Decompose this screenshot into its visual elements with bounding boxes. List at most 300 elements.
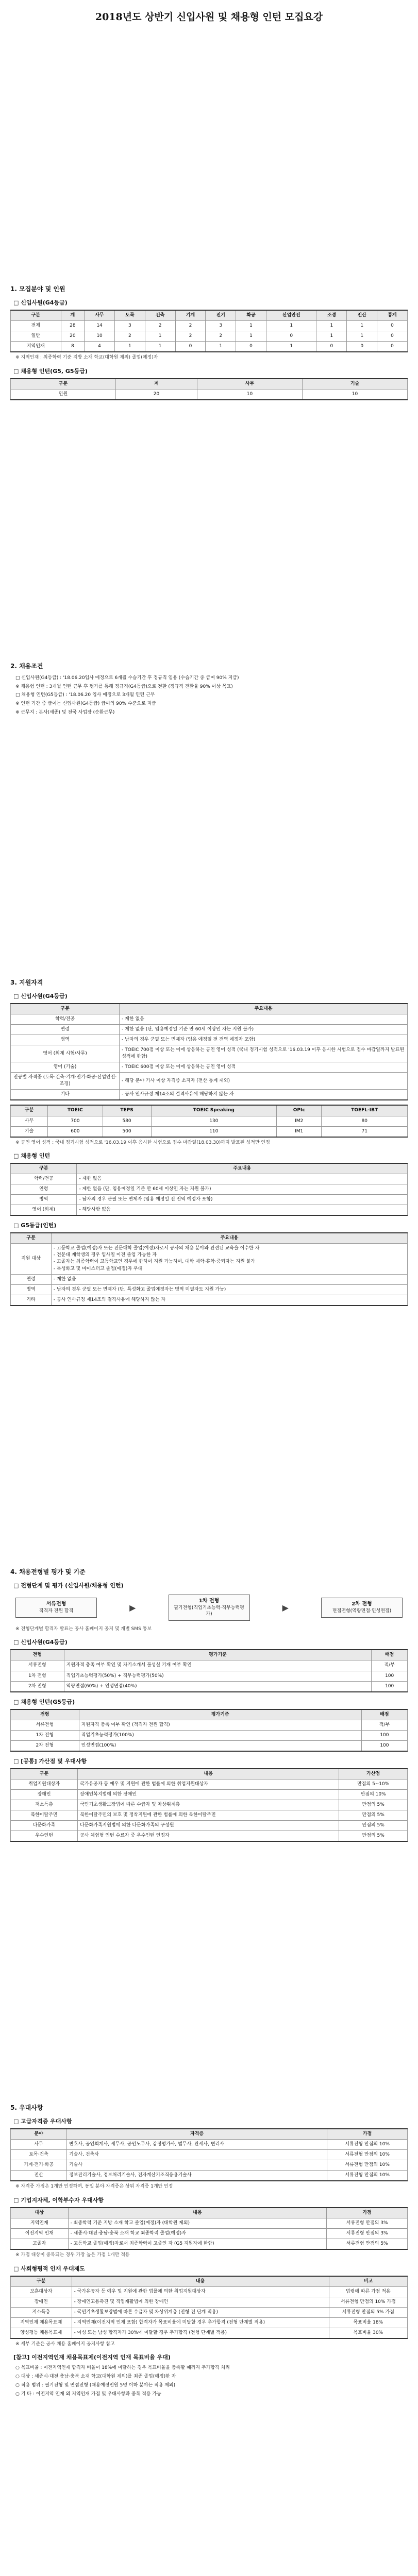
- column-header: 기계: [175, 310, 206, 321]
- table-cell: 1: [316, 331, 347, 342]
- note: ※ 전형단계별 합격자 발표는 공사 홈페이지 공지 및 개별 SMS 통보: [15, 1626, 152, 1632]
- table-cell: 영어 (회계 시험/사무): [11, 1045, 120, 1062]
- table-cell: 연령: [11, 1274, 52, 1284]
- list-item: □ 채용형 인턴(G5등급) : '18.06.20 입사 예정으로 3개월 인턴 근무: [15, 692, 155, 698]
- section-title: 4. 채용전형별 평가 및 기준: [10, 1568, 86, 1575]
- table-cell: 서류전형: [11, 1660, 64, 1671]
- table-cell: - 공사 인사규정 제14조의 결격사유에 해당하지 않는 자: [51, 1295, 407, 1306]
- table-cell: 만점의 5%: [339, 1800, 408, 1810]
- table-cell: 병역: [11, 1035, 120, 1045]
- table-row: [11, 1284, 408, 1295]
- bonus-table: [10, 1768, 408, 1842]
- table-cell: 1: [206, 342, 236, 352]
- table-cell: 8: [61, 342, 85, 352]
- table-row: [11, 2239, 408, 2249]
- relocation-talent-list: [15, 2364, 408, 2398]
- table-header-row: [11, 1233, 408, 1244]
- table-cell: 영어 (기술): [11, 1062, 120, 1073]
- table-header-row: [11, 1769, 408, 1780]
- table-row: [11, 1730, 408, 1740]
- table-cell: 110: [151, 1126, 277, 1137]
- qualification-table: [10, 1003, 408, 1100]
- note: ※ 세부 기준은 공사 채용 홈페이지 공지사항 참고: [15, 2341, 115, 2347]
- table-cell: - 남자의 경우 군필 또는 면제자 (임용 예정일 전 전역 예정자 포함): [77, 1195, 408, 1205]
- table-cell: 법령에 따른 가점 적용: [329, 2286, 407, 2297]
- table-cell: - 공사 인사규정 제14조의 결격사유에 해당하지 않는 자: [120, 1090, 408, 1100]
- column-header: TOEIC Speaking: [151, 1105, 277, 1116]
- table-header-row: [11, 1650, 408, 1660]
- table-cell: 전공별 자격증 (토목·건축·기계·전기·화공·산업안전·조경): [11, 1073, 120, 1090]
- table-cell: - 해당사항 없음: [77, 1205, 408, 1216]
- sub-title: □ G5등급(인턴): [13, 1222, 57, 1229]
- table-row: [11, 1126, 408, 1137]
- table-cell: 0: [377, 342, 408, 352]
- sub-title: □ 사회형평적 인재 우대제도: [13, 2265, 85, 2272]
- column-header: 통계: [377, 310, 408, 321]
- table-row: [11, 1274, 408, 1284]
- table-row: [11, 1073, 408, 1090]
- column-header: 가점: [327, 2129, 408, 2140]
- table-cell: 적/부: [361, 1720, 407, 1730]
- intern-qualification-table: [10, 1163, 408, 1216]
- table-cell: 만점의 5%: [339, 1831, 408, 1842]
- column-header: TOEIC: [48, 1105, 103, 1116]
- column-header: 가산점: [339, 1769, 408, 1780]
- table-header-row: [11, 1709, 408, 1720]
- column-header: 주요내용: [51, 1233, 407, 1244]
- table-row: [11, 2218, 408, 2228]
- note: ※ 지역인재 : 최종학력 기준 지방 소재 학교(대학원 제외) 졸업(예정)자: [15, 355, 158, 361]
- table-cell: 100: [372, 1681, 408, 1692]
- section-conditions: [10, 662, 408, 717]
- table-row: [11, 1184, 408, 1195]
- table-cell: 80: [322, 1116, 408, 1126]
- table-cell: IM1: [277, 1126, 322, 1137]
- table-cell: 지원 대상: [11, 1244, 52, 1274]
- table-cell: 서류전형 만점의 3%: [327, 2218, 408, 2228]
- column-header: 자격증: [67, 2129, 327, 2140]
- note: ※ 자격증 가점은 1개만 인정하며, 동일 분야 자격증은 상위 자격증 1개만 인정: [15, 2184, 173, 2190]
- table-cell: 정보관리기술사, 정보처리기술사, 전자계산기조직응용기술사: [67, 2171, 327, 2181]
- table-row: [11, 1062, 408, 1073]
- arrow-right-icon: ▶: [282, 1602, 289, 1613]
- column-header: 구분: [11, 1004, 120, 1014]
- table-cell: 병역: [11, 1284, 52, 1295]
- table-row: [11, 1090, 408, 1100]
- table-row: [11, 1116, 408, 1126]
- table-cell: 토목·건축: [11, 2150, 67, 2160]
- flow-step-interview: [321, 1598, 403, 1618]
- table-cell: - 제한 없음 (단, 임용예정일 기준 만 60세 이상인 자는 지원 불가): [120, 1025, 408, 1035]
- column-header: 구분: [11, 1163, 77, 1174]
- table-cell: - 고등학교 졸업(예정)자 또는 전문대학 졸업(예정)자로서 공사의 채용 분야와 관련된 교육을 이수한 자 - 전문대 재학생의 경우 입사일 이전 졸업 가능한 자 - 고졸자는 최종학력이 고등학교인 경우에 한하여 지원 가능하며, 대학 재학·휴학·중퇴자는 지원 불가 - 특성화고 및 마이스터고 졸업(예정)자 우대: [51, 1244, 407, 1274]
- table-cell: 장애인복지법에 의한 장애인: [78, 1789, 339, 1800]
- table-row: [11, 1789, 408, 1800]
- table-cell: 공사 체험형 인턴 수료자 중 우수인턴 인정자: [78, 1831, 339, 1842]
- list-item: ※ 근무지 : 본사(세종) 및 전국 사업장 (순환근무): [15, 710, 115, 716]
- column-header: 구분: [11, 2276, 72, 2287]
- table-cell: 2: [175, 321, 206, 331]
- sub-title: □ 고급자격증 우대사항: [13, 2118, 72, 2125]
- table-cell: - 남자의 경우 군필 또는 면제자 (단, 특성화고 졸업예정자는 병역 미필자도 지원 가능): [51, 1284, 407, 1295]
- table-cell: 저소득층: [11, 2307, 72, 2317]
- sub-title: □ 전형단계 및 평가 (신입사원/채용형 인턴): [13, 1582, 124, 1589]
- table-cell: - 여성 또는 남성 합격자가 30%에 미달할 경우 추가합격 (전형 단계별 적용): [72, 2328, 329, 2338]
- column-header: 토목: [114, 310, 145, 321]
- table-cell: 다문화가족지원법에 의한 다문화가족의 구성원: [78, 1821, 339, 1831]
- table-row: [11, 2307, 408, 2317]
- column-header: 사무: [85, 310, 115, 321]
- table-cell: 14: [85, 321, 115, 331]
- table-row: [11, 1174, 408, 1184]
- table-row: [11, 1681, 408, 1692]
- table-row: [11, 321, 408, 331]
- table-row: [11, 1779, 408, 1789]
- table-cell: 28: [61, 321, 85, 331]
- column-header: TEPS: [103, 1105, 151, 1116]
- column-header: 화공: [236, 310, 266, 321]
- table-cell: 2: [145, 321, 175, 331]
- section-evaluation: [10, 1567, 408, 1842]
- table-row: [11, 1035, 408, 1045]
- table-row: [11, 1244, 408, 1274]
- flow-step-written: [169, 1595, 250, 1621]
- table-cell: 우수인턴: [11, 1831, 78, 1842]
- table-header-row: [11, 2208, 408, 2218]
- column-header: 구분: [11, 1769, 78, 1780]
- table-cell: 0: [175, 342, 206, 352]
- table-row: [11, 1045, 408, 1062]
- table-cell: 보훈대상자: [11, 2286, 72, 2297]
- table-header-row: [11, 2276, 408, 2287]
- flow-step-desc: 면접전형(역량면접·인성면접): [332, 1608, 392, 1614]
- table-row: [11, 1671, 408, 1681]
- column-header: 대상: [11, 2208, 69, 2218]
- table-cell: 만점의 5%: [339, 1821, 408, 1831]
- table-cell: 만점의 5~10%: [339, 1779, 408, 1789]
- table-cell: 0: [377, 331, 408, 342]
- table-cell: 1: [347, 331, 377, 342]
- table-row: [11, 1800, 408, 1810]
- table-cell: 2: [175, 331, 206, 342]
- table-cell: - 지역인재(이전지역 인재 포함) 합격자가 목표비율에 미달할 경우 추가합격 (전형 단계별 적용): [72, 2317, 329, 2328]
- table-cell: 만점의 10%: [339, 1789, 408, 1800]
- table-cell: - 국가유공자 등 예우 및 지원에 관한 법률에 의한 취업지원대상자: [72, 2286, 329, 2297]
- table-row: [11, 2171, 408, 2181]
- table-cell: 1: [145, 342, 175, 352]
- table-cell: 2: [114, 331, 145, 342]
- table-cell: 사무: [11, 1116, 48, 1126]
- table-cell: 서류전형 만점의 10%: [327, 2160, 408, 2171]
- column-header: 평가기준: [64, 1650, 372, 1660]
- table-cell: 적/부: [372, 1660, 408, 1671]
- sub-title: [참고] 이전지역인재 채용목표제(이전지역 인재 목표비율 우대): [13, 2354, 171, 2361]
- table-header-row: [11, 379, 408, 389]
- column-header: 사무: [197, 379, 303, 389]
- table-cell: 1: [266, 342, 316, 352]
- table-cell: 고졸자: [11, 2239, 69, 2249]
- table-cell: 0: [266, 331, 316, 342]
- list-item: □ 신입사원(G4등급) : '18.06.20입사 예정으로 6개월 수습기간 후 정규직 임용 (수습기간 중 급여 90% 지급): [15, 675, 239, 681]
- table-cell: 서류전형 만점의 3%: [327, 2228, 408, 2239]
- column-header: 가점: [327, 2208, 408, 2218]
- table-cell: 1: [316, 321, 347, 331]
- section-title: 2. 채용조건: [10, 662, 43, 670]
- table-cell: 20: [115, 389, 197, 400]
- table-cell: 130: [151, 1116, 277, 1126]
- table-row: [11, 1831, 408, 1842]
- table-cell: 이전지역 인재: [11, 2228, 69, 2239]
- g5-evaluation-table: [10, 1709, 408, 1752]
- table-cell: 100: [372, 1671, 408, 1681]
- table-cell: 장애인: [11, 1789, 78, 1800]
- table-cell: 영어 (회계): [11, 1205, 77, 1216]
- list-item: ○ 대상 : 세종시·대전·충남·충북 소재 학교(대학원 제외)를 최종 졸업(예정)한 자: [15, 2374, 176, 2380]
- column-header: 계: [115, 379, 197, 389]
- column-header: 계: [61, 310, 85, 321]
- table-cell: 북한이탈주민의 보호 및 정착지원에 관한 법률에 의한 북한이탈주민: [78, 1810, 339, 1820]
- table-cell: 저소득층: [11, 1800, 78, 1810]
- table-cell: 국민기초생활보장법에 따른 수급자 및 차상위계층: [78, 1800, 339, 1810]
- table-cell: 지역인재: [11, 2218, 69, 2228]
- table-cell: 서류전형 만점의 10% 가점: [329, 2297, 407, 2307]
- column-header: 전기: [206, 310, 236, 321]
- table-cell: 일반: [11, 331, 61, 342]
- list-item: ○ 기 타 : 이전지역 인재 외 지역인재 가점 및 우대사항과 중복 적용 가능: [15, 2391, 161, 2397]
- table-row: [11, 2317, 408, 2328]
- table-cell: 0: [316, 342, 347, 352]
- table-header-row: [11, 1004, 408, 1014]
- sub-title: □ 신입사원(G4등급): [13, 993, 68, 999]
- table-cell: 500: [103, 1126, 151, 1137]
- table-cell: 1: [266, 321, 316, 331]
- flow-step-name: 서류전형: [46, 1601, 66, 1607]
- table-cell: IM2: [277, 1116, 322, 1126]
- table-cell: 서류전형 만점의 10%: [327, 2150, 408, 2160]
- table-cell: - 제한 없음: [51, 1274, 407, 1284]
- table-cell: 지원자격 충족 여부 확인 및 자기소개서 불성실 기재 여부 확인: [64, 1660, 372, 1671]
- table-header-row: [11, 1163, 408, 1174]
- column-header: 산업안전: [266, 310, 316, 321]
- page-title: 2018년도 상반기 신입사원 및 채용형 인턴 모집요강: [95, 11, 323, 23]
- flow-step-document: [15, 1598, 97, 1618]
- table-cell: 기타: [11, 1090, 120, 1100]
- flow-step-desc: 필기전형(직업기초능력·직무능력평가): [174, 1605, 244, 1617]
- flow-step-name: 2차 전형: [352, 1601, 372, 1607]
- table-cell: 양성평등 채용목표제: [11, 2328, 72, 2338]
- table-cell: 사무: [11, 2140, 67, 2150]
- preference-table: [10, 2207, 408, 2250]
- conditions-list: [15, 674, 408, 717]
- section-title: 1. 모집분야 및 인원: [10, 285, 65, 293]
- table-cell: 다문화가족: [11, 1821, 78, 1831]
- table-row: [11, 331, 408, 342]
- table-cell: 목표비율 18%: [329, 2317, 407, 2328]
- table-cell: 기계·전기·화공: [11, 2160, 67, 2171]
- table-cell: 기술사: [67, 2160, 327, 2171]
- table-row: [11, 1295, 408, 1306]
- arrow-right-icon: ▶: [129, 1602, 136, 1613]
- note: ※ 가점 대상이 중복되는 경우 가장 높은 가점 1개만 적용: [15, 2252, 130, 2258]
- table-cell: 기술사, 건축사: [67, 2150, 327, 2160]
- column-header: 평가기준: [79, 1709, 361, 1720]
- section-title: 5. 우대사항: [10, 2104, 43, 2112]
- table-cell: 장애인: [11, 2297, 72, 2307]
- table-cell: 북한이탈주민: [11, 1810, 78, 1820]
- note: ※ 공인 영어 성적 : 국내 정기시험 성적으로 '16.03.19 이후 응시한 시험으로 접수 마감일(18.03.30)까지 발표된 성적만 인정: [15, 1140, 270, 1145]
- table-cell: - 해당 분야 기사 이상 자격증 소지자 (전산·통계 제외): [120, 1073, 408, 1090]
- column-header: TOEFL-IBT: [322, 1105, 408, 1116]
- table-cell: - 제한 없음: [77, 1174, 408, 1184]
- table-cell: 기술: [11, 1126, 48, 1137]
- table-cell: 2차 전형: [11, 1681, 64, 1692]
- table-row: [11, 1740, 408, 1751]
- sub-title: □ 채용형 인턴: [13, 1153, 51, 1160]
- table-cell: 인성면접(100%): [79, 1740, 361, 1751]
- table-cell: 1: [236, 331, 266, 342]
- table-cell: - 장애인고용촉진 및 직업재활법에 의한 장애인: [72, 2297, 329, 2307]
- table-cell: 기타: [11, 1295, 52, 1306]
- table-cell: 700: [48, 1116, 103, 1126]
- table-cell: 병역: [11, 1195, 77, 1205]
- table-cell: - TOEIC 700점 이상 또는 이에 상응하는 공인 영어 성적 (국내 정기시험 성적으로 '16.03.19 이후 응시한 시험으로 접수 마감일까지 발표된 성적에 한함): [120, 1045, 408, 1062]
- table-row: [11, 1195, 408, 1205]
- column-header: 분야: [11, 2129, 67, 2140]
- table-cell: 10: [197, 389, 303, 400]
- sub-title: □ [공통] 가산점 및 우대사항: [13, 1757, 87, 1765]
- column-header: 구분: [11, 379, 116, 389]
- table-row: [11, 342, 408, 352]
- column-header: 주요내용: [77, 1163, 408, 1174]
- table-cell: 연령: [11, 1184, 77, 1195]
- table-cell: 변호사, 공인회계사, 세무사, 공인노무사, 감정평가사, 법무사, 관세사, 변리사: [67, 2140, 327, 2150]
- column-header: 구분: [11, 1233, 52, 1244]
- g4-evaluation-table: [10, 1649, 408, 1692]
- table-cell: 0: [236, 342, 266, 352]
- table-row: [11, 1025, 408, 1035]
- table-cell: 직업기초능력평가(100%): [79, 1730, 361, 1740]
- column-header: 비고: [329, 2276, 407, 2287]
- table-cell: 지역인재: [11, 342, 61, 352]
- table-cell: 2차 전형: [11, 1740, 79, 1751]
- table-cell: - 국민기초생활보장법에 따른 수급자 및 차상위계층 (전형 전 단계 적용): [72, 2307, 329, 2317]
- table-cell: 1: [145, 331, 175, 342]
- table-cell: 인원: [11, 389, 116, 400]
- table-cell: 3: [206, 321, 236, 331]
- table-row: [11, 2228, 408, 2239]
- table-cell: 580: [103, 1116, 151, 1126]
- table-cell: 국가유공자 등 예우 및 지원에 관한 법률에 의한 취업지원대상자: [78, 1779, 339, 1789]
- table-cell: 서류전형 만점의 10%: [327, 2171, 408, 2181]
- english-score-table: [10, 1105, 408, 1137]
- column-header: 배점: [361, 1709, 407, 1720]
- list-item: ○ 목표비율 : 이전지역인재 합격자 비율이 18%에 미달하는 경우 목표비율을 충족할 때까지 추가합격 처리: [15, 2365, 230, 2371]
- table-cell: 100: [361, 1730, 407, 1740]
- table-cell: - 세종시·대전·충남·충북 소재 학교 최종학력 졸업(예정)자: [68, 2228, 327, 2239]
- column-header: 기술: [303, 379, 408, 389]
- table-cell: 서류전형 만점의 5%: [327, 2239, 408, 2249]
- table-cell: 3: [114, 321, 145, 331]
- list-item: ※ 채용형 인턴 : 3개월 인턴 근무 후 평가를 통해 정규직(G4등급)으로 전환 (정규직 전환율 90% 이상 목표): [15, 684, 233, 689]
- table-cell: 지원자격 충족 여부 확인 (적격자 전원 합격): [79, 1720, 361, 1730]
- table-row: [11, 1720, 408, 1730]
- column-header: 전산: [347, 310, 377, 321]
- column-header: 전형: [11, 1709, 79, 1720]
- column-header: OPIc: [277, 1105, 322, 1116]
- table-cell: 학력/전공: [11, 1014, 120, 1025]
- table-cell: 서류전형: [11, 1720, 79, 1730]
- certificate-table: [10, 2128, 408, 2181]
- table-row: [11, 389, 408, 400]
- intern2-qualification-table: [10, 1232, 408, 1306]
- table-cell: - 고등학교 졸업(예정)자로서 최종학력이 고졸인 자 (G5 지원자에 한함): [68, 2239, 327, 2249]
- table-header-row: [11, 1105, 408, 1116]
- table-cell: 전산: [11, 2171, 67, 2181]
- table-row: [11, 2140, 408, 2150]
- table-row: [11, 1205, 408, 1216]
- table-cell: - TOEIC 600점 이상 또는 이에 상응하는 공인 영어 성적: [120, 1062, 408, 1073]
- table-cell: 직업기초능력평가(50%) + 직무능력평가(50%): [64, 1671, 372, 1681]
- sub-title: □ 신입사원(G4등급): [13, 299, 68, 306]
- column-header: 전형: [11, 1650, 64, 1660]
- column-header: 조경: [316, 310, 347, 321]
- table-row: [11, 2286, 408, 2297]
- table-cell: 1차 전형: [11, 1671, 64, 1681]
- table-cell: 71: [322, 1126, 408, 1137]
- column-header: 배점: [372, 1650, 408, 1660]
- table-cell: - 남자의 경우 군필 또는 면제자 (임용 예정일 전 전역 예정자 포함): [120, 1035, 408, 1045]
- table-cell: 100: [361, 1740, 407, 1751]
- table-row: [11, 2328, 408, 2338]
- table-cell: 만점의 5%: [339, 1810, 408, 1820]
- flow-step-name: 1차 전형: [198, 1598, 220, 1604]
- column-header: 주요내용: [120, 1004, 408, 1014]
- table-cell: 1: [236, 321, 266, 331]
- column-header: 건축: [145, 310, 175, 321]
- table-cell: 역량면접(60%) + 인성면접(40%): [64, 1681, 372, 1692]
- table-cell: - 제한 없음: [120, 1014, 408, 1025]
- table-cell: 20: [61, 331, 85, 342]
- column-header: 내용: [68, 2208, 327, 2218]
- list-item: ※ 인턴 기간 중 급여는 신입사원(G4등급) 급여의 90% 수준으로 지급: [15, 701, 156, 707]
- table-row: [11, 2160, 408, 2171]
- table-row: [11, 2150, 408, 2160]
- sub-title: □ 기업지자체, 이학부수자 우대사항: [13, 2196, 104, 2204]
- intern-count-table: [10, 378, 408, 400]
- table-cell: - 최종학력 기준 지방 소재 학교 졸업(예정)자 (대학원 제외): [68, 2218, 327, 2228]
- table-cell: 10: [303, 389, 408, 400]
- column-header: 내용: [78, 1769, 339, 1780]
- flow-step-desc: 적격자 전원 합격: [39, 1608, 74, 1614]
- equity-table: [10, 2276, 408, 2339]
- section-preferences: [10, 2103, 408, 2398]
- column-header: 내용: [72, 2276, 329, 2287]
- table-cell: 1차 전형: [11, 1730, 79, 1740]
- table-cell: - 제한 없음 (단, 임용예정일 기준 만 60세 이상인 자는 지원 불가): [77, 1184, 408, 1195]
- table-cell: 서류전형 만점의 5% 가점: [329, 2307, 407, 2317]
- table-cell: 취업지원대상자: [11, 1779, 78, 1789]
- section-title: 3. 지원자격: [10, 979, 43, 986]
- table-row: [11, 1660, 408, 1671]
- table-cell: 목표비율 30%: [329, 2328, 407, 2338]
- table-cell: 2: [206, 331, 236, 342]
- table-cell: 전체: [11, 321, 61, 331]
- list-item: ○ 적용 범위 : 필기전형 및 면접전형 (채용예정인원 5명 이하 분야는 적용 제외): [15, 2383, 176, 2388]
- table-cell: 10: [85, 331, 115, 342]
- table-cell: 1: [114, 342, 145, 352]
- section-recruitment: [10, 284, 408, 400]
- table-cell: 지역인재 채용목표제: [11, 2317, 72, 2328]
